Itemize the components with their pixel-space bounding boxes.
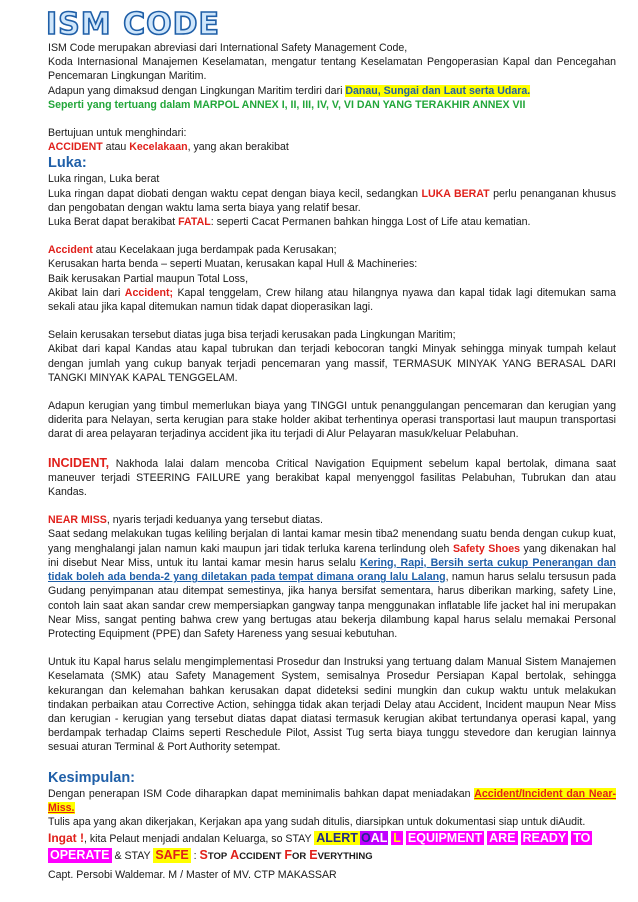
- maritime-areas-highlight: Danau, Sungai dan Laut serta Udara.: [345, 84, 531, 97]
- document-title: ISM CODE: [46, 7, 220, 42]
- nearmiss-paragraph: Saat sedang melakukan tugas keliling berjalan di lantai kamar mesin tiba2 menendang suatu benda dengan cukup kuat, yang menghalangi jalan namun kaki maupun jari tidak terluka karena terlindung oleh Safety Shoes yang dikenakan hal ini disebut Near Miss, untuk itu lantai kamar mesin harus selalu Kering, Rapi, Bersih serta cukup Penerangan dan tidak boleh ada benda-2 yang diletakan pada tempat dimana orang lalu Lalang, namun harus selalu tersusun pada Gudang penyimpanan atau ditempat semestinya, jika hanya bersifat sementara, harus diberikan marking, safety Line, contoh lain saat akan sandar crew mempersiapkan gangway tanpa menggunakan inflatable life jacket hal ini merupakan Near Miss, sangat penting bahwa crew yang bertugas atau bekerja dilambung kapal harus selalu memakai Personal Protecting Equipment (PPE) dan Safety Hareness yang sesuai kebutuhan.: [48, 528, 617, 640]
- luka-heading: Luka:: [48, 155, 87, 172]
- incident-paragraph: INCIDENT, Nakhoda lalai dalam mencoba Critical Navigation Equipment sebelum kapal bertolak, dimana saat maneuver terjadi STEERING FAILURE yang berakibat kapal menyenggol fasilitas Pelabuhan, Tubrukan dan atau Kandas.: [48, 455, 616, 499]
- intro-line-2: Koda Internasional Manajemen Keselamatan, mengatur tentang Keselamatan Pengoperasian Kapal dan Pencegahan Pencemaran Lingkungan Maritim.: [48, 56, 616, 83]
- damage-line-1: Accident atau Kecelakaan juga berdampak pada Kerusakan;: [48, 244, 337, 257]
- damage-line-2: Kerusakan harta benda – seperti Muatan, kerusakan kapal Hull & Machineries:: [48, 258, 418, 271]
- purpose-accident-line: ACCIDENT atau Kecelakaan, yang akan berakibat: [48, 141, 289, 154]
- signature-line: Capt. Persobi Waldemar. M / Master of MV. CTP MAKASSAR: [48, 868, 337, 881]
- env-line-2: Akibat dari kapal Kandas atau kapal tubrukan dan terjadi kebocoran tangki Minyak sehingga minyak tumpah kelaut dengan jumlah yang cukup banyak terjadi pencemaran yang massif, TERMASUK MINYAK YANG BERASAL DARI TANGKI MINYAK KAPAL TENGGELAM.: [48, 343, 616, 384]
- env-line-1: Selain kerusakan tersebut diatas juga bisa terjadi kerusakan pada Lingkungan Maritim;: [48, 329, 456, 342]
- loss-paragraph: Adapun kerugian yang timbul memerlukan biaya yang TINGGI untuk penanggulangan pencemaran dan kerugian yang diderita para Nelayan, serta kerugian para stake holder akibat terhentinya operasi transportasi laut maupun transportasi darat di area pelayaran terjadinya accident jika itu terjadi di Alur Pelayaran masuk/keluar Pelabuhan.: [48, 400, 616, 441]
- conclusion-line-2: Tulis apa yang akan dikerjakan, Kerjakan apa yang sudah ditulis, diarsipkan untuk dokumentasi siap untuk diAudit.: [48, 815, 586, 828]
- intro-line-3: Adapun yang dimaksud dengan Lingkungan Maritim terdiri dari Danau, Sungai dan Laut serta Udara.: [48, 84, 531, 97]
- conclusion-heading: Kesimpulan:: [48, 769, 136, 786]
- purpose-line: Bertujuan untuk menghindari:: [48, 127, 187, 140]
- sms-paragraph: Untuk itu Kapal harus selalu mengimplementasi Prosedur dan Instruksi yang tertuang dalam Manual Sistem Manajemen Keselamata (SMK) atau Safety Management System, semisalnya Prosedur Persiapan Kapal bertolak, sehingga kekurangan dan kelemahan bahkan kerusakan dapat dideteksi sedini mungkin dan cukup waktu untuk melakukan tindakan perbaikan atau Corrective Action, sehingga tidak akan terjadi Delay atau Accident, Incident maupun Near Miss dan kerugian - kerugian yang tersebut diatas dapat diatasi termasuk kerugian akibat tertundanya operasi kapal, yang berdampak terhadap Claims seperti Reschedule Pilot, Assist Tug serta biaya tunggu stevedore dan kerugian lainnya sesuai aturan Terminal & Port Authority setempat.: [48, 656, 616, 754]
- marpol-line: Seperti yang tertuang dalam MARPOL ANNEX I, II, III, IV, V, VI DAN YANG TERAKHIR ANNEX VII: [48, 98, 526, 111]
- luka-line-2: Luka ringan dapat diobati dengan waktu cepat dengan biaya kecil, sedangkan LUKA BERAT perlu penanganan khusus dan pengobatan dengan waktu lama serta biaya yang relatif besar.: [48, 187, 616, 214]
- slogan-line-1: Ingat !, kita Pelaut menjadi andalan Keluarga, so STAY ALERT OAL L EQUIPMENT ARE READY TO: [48, 831, 591, 846]
- damage-line-3: Baik kerusakan Partial maupun Total Loss,: [48, 272, 249, 285]
- nearmiss-line-1: NEAR MISS, nyaris terjadi keduanya yang tersebut diatas.: [48, 514, 323, 527]
- intro-line-1: ISM Code merupakan abreviasi dari International Safety Management Code,: [48, 42, 408, 54]
- conclusion-line-1: Dengan penerapan ISM Code diharapkan dapat meminimalis bahkan dapat meniadakan Accident/Incident dan Near-Miss.: [48, 787, 616, 814]
- luka-line-1: Luka ringan, Luka berat: [48, 173, 160, 186]
- damage-line-4: Akibat lain dari Accident; Kapal tenggelam, Crew hilang atau hilangnya nyawa dan kapal tidak lagi ditemukan sama sekali atau jika kapal ditemukan namun tidak dapat dioperasikan lagi.: [48, 286, 616, 314]
- slogan-line-2: OPERATE & STAY SAFE : STOP ACCIDENT FOR EVERYTHING: [50, 848, 373, 863]
- luka-line-3: Luka Berat dapat berakibat FATAL: seperti Cacat Permanen bahkan hingga Lost of Life atau kematian.: [48, 216, 531, 229]
- document-page: [46, 7, 617, 882]
